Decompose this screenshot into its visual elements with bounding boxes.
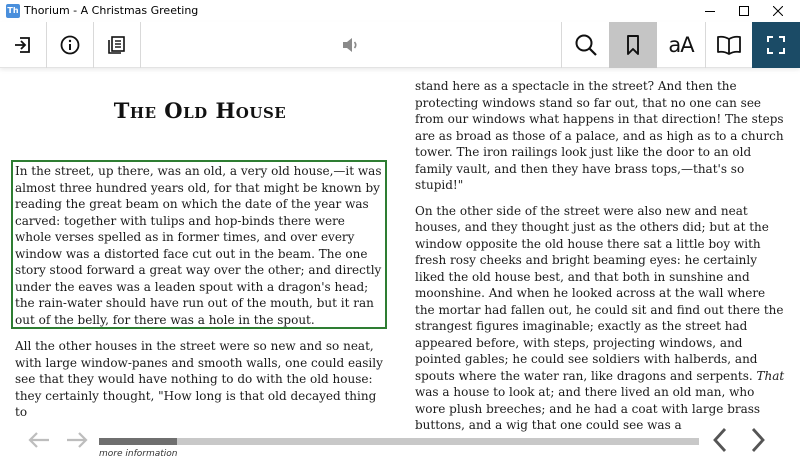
back-to-library-icon (12, 34, 34, 56)
more-information-link[interactable]: more information (99, 449, 178, 459)
table-of-contents-button[interactable] (94, 22, 141, 68)
history-back-button[interactable] (26, 426, 52, 454)
maximize-button[interactable] (727, 0, 761, 22)
read-aloud-button[interactable] (328, 22, 374, 68)
reader-toolbar (0, 22, 800, 68)
search-button[interactable] (561, 22, 609, 68)
chevron-right-icon (748, 427, 768, 453)
previous-page-button[interactable] (706, 426, 734, 454)
info-icon (59, 34, 81, 56)
highlighted-paragraph[interactable] (11, 160, 387, 329)
paragraph-text-part: On the other side of the street were also new and neat houses, and they thought just as the others did; but at the window opposite the old house there sat a little boy with fresh rosy cheeks and bright beaming eyes: he certainly liked the old house best, and that both in sunshine and moonshine. And when he looked across at the wall where the mortar had fallen out, he could sit and find out there the strangest figures imaginable; exactly as the street had appeared before, with steps, projecting windows, and pointed gables; he could see soldiers with halberds, and spouts where the water ran, like dragons and serpents. (415, 203, 784, 383)
window-title: Thorium - A Christmas Greeting (24, 4, 199, 17)
minimize-button[interactable] (693, 0, 727, 22)
minimize-icon (705, 6, 715, 16)
thorium-app-icon: Th (6, 4, 20, 18)
notes-button[interactable] (705, 22, 752, 68)
chapter-title: The Old House (113, 98, 287, 123)
paragraph-text: In the street, up there, was an old, a very old house,—it was almost three hundred years old, for that might be known by reading the great beam on which the date of the year was carved: together with tulips and hop-binds there were whole verses spelled as in former times, and over every window was a distorted face cut out in the beam. The one story stood forward a great way over the other; and directly under the eaves was a leaden spout with a dragon's head; the rain-water should have run out of the mouth, but it ran out of the belly, for there was a hole in the spout. (15, 164, 382, 327)
fullscreen-icon (766, 35, 786, 55)
paragraph-text: All the other houses in the street were so new and so neat, with large window-panes and smooth walls, one could easily see that they would have nothing to do with the old house: they certainly thought, "How long is that old decayed thing to (15, 339, 383, 419)
reader-footer (0, 418, 800, 474)
speaker-icon (340, 34, 362, 56)
bookmark-button[interactable] (609, 22, 657, 68)
bookmark-icon (623, 34, 643, 56)
search-icon (573, 32, 599, 58)
open-book-icon (716, 34, 742, 56)
arrow-right-icon (65, 430, 89, 450)
paragraph-text (415, 203, 787, 434)
next-page-button[interactable] (744, 426, 772, 454)
left-column-paragraph (15, 338, 385, 421)
paragraph-text-part: was a house to look at; and there lived an old man, who wore plush breeches; and he had a coat with large brass buttons, and a wig that one could see was a (415, 385, 761, 432)
text-settings-icon: aA (668, 33, 694, 57)
fullscreen-button[interactable] (752, 22, 800, 68)
info-button[interactable] (47, 22, 94, 68)
reading-progress-bar[interactable] (99, 438, 699, 445)
right-column (415, 78, 787, 443)
back-to-library-button[interactable] (0, 22, 47, 68)
chevron-left-icon (710, 427, 730, 453)
paragraph-text: stand here as a spectacle in the street? And then the protecting windows stand so far out, that no one can see from our windows what happens in that direction! The steps are as broad as those of a palace, and as high as to a church tower. The iron railings look just like the door to an old family vault, and then they have brass tops,—that's so stupid!" (415, 79, 784, 192)
maximize-icon (739, 6, 749, 16)
text-settings-button[interactable] (657, 22, 705, 68)
italic-word: That (756, 368, 785, 383)
table-of-contents-icon (106, 34, 128, 56)
title-bar (0, 0, 800, 22)
reading-progress-fill (99, 438, 177, 445)
arrow-left-icon (27, 430, 51, 450)
close-icon (773, 6, 783, 16)
history-forward-button[interactable] (64, 426, 90, 454)
reading-pane (0, 68, 800, 432)
close-window-button[interactable] (761, 0, 795, 22)
